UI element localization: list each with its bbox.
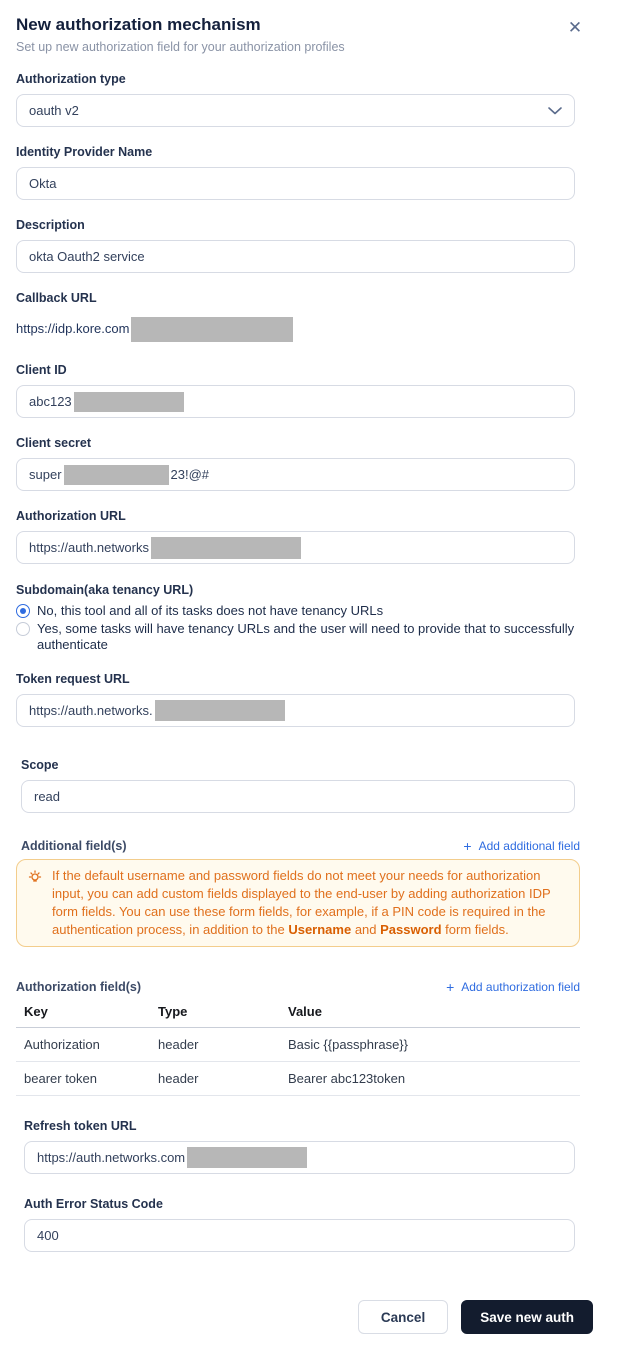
- identity-provider-group: [16, 145, 580, 200]
- table-header-type: Type: [150, 1002, 280, 1028]
- table-header-value: Value: [280, 1002, 580, 1028]
- client-secret-label: Client secret: [16, 436, 92, 451]
- cancel-button[interactable]: Cancel: [358, 1300, 448, 1334]
- cell-key: Authorization: [16, 1028, 150, 1062]
- close-icon: ✕: [567, 17, 583, 37]
- auth-error-status-value: 400: [37, 1228, 59, 1244]
- redacted-text: [131, 317, 293, 342]
- description-label: Description: [16, 218, 85, 232]
- scope-value: read: [34, 788, 61, 804]
- authorization-fields-header: [16, 980, 580, 994]
- additional-fields-heading: Additional field(s): [21, 838, 127, 853]
- dialog-subtitle: Set up new authorization field for your authorization profiles: [16, 40, 345, 54]
- subdomain-option-yes[interactable]: [16, 621, 580, 654]
- authorization-url-group: [16, 509, 580, 564]
- cell-value: Bearer abc123token: [280, 1062, 580, 1096]
- auth-error-status-group: [24, 1197, 580, 1252]
- info-banner-text: [52, 867, 567, 940]
- refresh-token-url-value: https://auth.networks.com: [37, 1150, 186, 1166]
- subdomain-option-yes-label: Yes, some tasks will have tenancy URLs and the user will need to provide that to successfully authenticate: [37, 620, 575, 653]
- additional-fields-header: [21, 839, 580, 853]
- description-group: [16, 218, 580, 273]
- plus-icon: +: [463, 837, 472, 854]
- redacted-text: [187, 1147, 307, 1168]
- authorization-url-input[interactable]: [16, 531, 575, 564]
- callback-url-text: https://idp.kore.com: [16, 321, 130, 336]
- cell-type: header: [150, 1028, 280, 1062]
- info-text-part2: and: [351, 922, 381, 938]
- authorization-fields-table: [16, 1002, 580, 1096]
- subdomain-label: Subdomain(aka tenancy URL): [16, 583, 194, 598]
- save-new-auth-button[interactable]: Save new auth: [461, 1300, 593, 1334]
- lightbulb-icon: [27, 867, 43, 940]
- chevron-down-icon: [548, 107, 562, 115]
- authorization-type-value: oauth v2: [29, 103, 79, 118]
- client-secret-input[interactable]: [16, 458, 575, 491]
- identity-provider-label: Identity Provider Name: [16, 145, 153, 159]
- token-request-url-value: https://auth.networks.: [29, 702, 153, 718]
- cell-type: header: [150, 1062, 280, 1096]
- radio-icon: [16, 604, 30, 618]
- scope-label: Scope: [21, 757, 59, 772]
- scope-input[interactable]: [21, 780, 575, 813]
- identity-provider-value: Okta: [29, 176, 57, 191]
- table-header-key: Key: [16, 1002, 150, 1028]
- table-header-row: [16, 1002, 580, 1028]
- add-additional-field-label: Add additional field: [478, 838, 580, 853]
- identity-provider-input[interactable]: [16, 167, 575, 200]
- authorization-type-label: Authorization type: [16, 72, 126, 86]
- redacted-text: [64, 465, 169, 485]
- redacted-text: [155, 700, 285, 721]
- subdomain-option-no[interactable]: [16, 603, 580, 620]
- callback-url-group: [16, 291, 580, 342]
- client-id-label: Client ID: [16, 363, 67, 378]
- dialog-header: [16, 14, 583, 55]
- new-authorization-dialog: [16, 0, 583, 1334]
- client-id-value: abc123: [29, 394, 72, 410]
- client-secret-group: [16, 436, 580, 491]
- description-value: okta Oauth2 service: [29, 249, 145, 264]
- dialog-footer: [16, 1300, 593, 1334]
- subdomain-group: [16, 583, 580, 654]
- callback-url-value: [16, 316, 580, 342]
- add-additional-field-button[interactable]: [463, 839, 580, 853]
- table-row[interactable]: [16, 1062, 580, 1096]
- add-authorization-field-button[interactable]: [446, 980, 580, 994]
- info-banner: [16, 859, 580, 948]
- info-text-part3: form fields.: [441, 922, 509, 938]
- page-title: New authorization mechanism: [16, 15, 261, 34]
- info-text-password: Password: [380, 922, 442, 938]
- refresh-token-url-label: Refresh token URL: [24, 1119, 137, 1134]
- plus-icon: +: [446, 979, 455, 996]
- refresh-token-url-group: [24, 1119, 580, 1174]
- authorization-url-label: Authorization URL: [16, 509, 126, 524]
- refresh-token-url-input[interactable]: [24, 1141, 575, 1174]
- table-row[interactable]: [16, 1028, 580, 1062]
- close-button[interactable]: [562, 14, 588, 40]
- auth-error-status-label: Auth Error Status Code: [24, 1197, 163, 1212]
- cell-value: Basic {{passphrase}}: [280, 1028, 580, 1062]
- auth-error-status-input[interactable]: [24, 1219, 575, 1252]
- description-input[interactable]: [16, 240, 575, 273]
- redacted-text: [151, 537, 301, 559]
- authorization-type-group: [16, 72, 580, 127]
- authorization-type-select[interactable]: [16, 94, 575, 127]
- add-authorization-field-label: Add authorization field: [461, 980, 580, 995]
- authorization-url-value: https://auth.networks: [29, 540, 149, 556]
- scope-group: [21, 758, 580, 813]
- client-secret-value-prefix: super: [29, 467, 62, 483]
- token-request-url-label: Token request URL: [16, 671, 130, 686]
- authorization-fields-heading: Authorization field(s): [16, 980, 141, 995]
- subdomain-option-no-label: No, this tool and all of its tasks does not have tenancy URLs: [37, 603, 384, 619]
- token-request-url-group: [16, 672, 580, 727]
- cell-key: bearer token: [16, 1062, 150, 1096]
- client-secret-value-suffix: 23!@#: [170, 467, 210, 483]
- client-id-group: [16, 363, 580, 418]
- radio-icon: [16, 622, 30, 636]
- token-request-url-input[interactable]: [16, 694, 575, 727]
- client-id-input[interactable]: [16, 385, 575, 418]
- callback-url-label: Callback URL: [16, 291, 97, 305]
- info-text-part1: If the default username and password fields do not meet your needs for authorization input, you can add custom fields displayed to the end-user by adding authorization IDP form fields. You can use these form fields, for example, if a PIN code is required in the authentication process, in addition to the: [52, 867, 551, 938]
- info-text-username: Username: [288, 922, 352, 938]
- redacted-text: [74, 392, 184, 412]
